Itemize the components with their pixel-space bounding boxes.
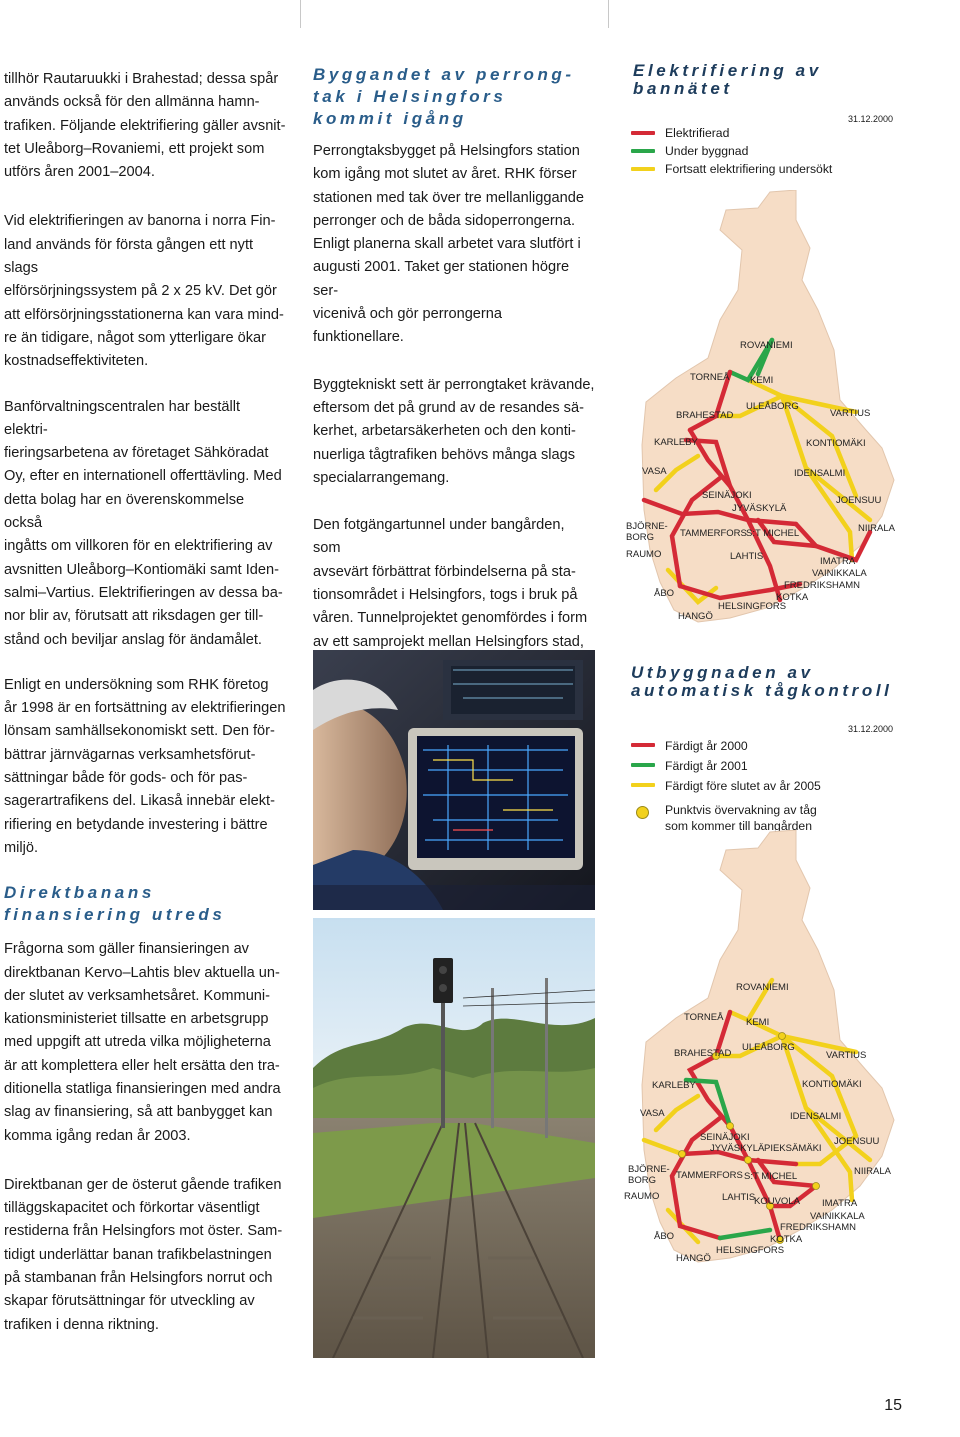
paragraph: Byggtekniskt sett är perrongtaket krävande, eftersom det på grund av de resandes sä- kerhet, arbetarsäkerheten och den konti- nuerliga tågtrafiken behövs många slags specialarrangemang. (313, 376, 595, 486)
column-separator (608, 0, 609, 28)
city-label: BORG (626, 532, 654, 543)
city-label: HANGÖ (676, 1253, 711, 1264)
legend-item (631, 736, 911, 756)
legend-item (631, 756, 911, 776)
city-label: TORNEÅ (684, 1012, 724, 1023)
legend-item (631, 124, 891, 142)
city-label: S:T MICHEL (744, 1171, 798, 1182)
city-label: ULEÅBORG (746, 401, 799, 412)
city-label: KOUVOLA (754, 1196, 800, 1207)
city-label: IMATRA (822, 1198, 858, 1209)
city-label: JYVÄSKYLÄ (710, 1143, 765, 1154)
section-heading: Byggandet av perrong- tak i Helsingfors kommit igång (313, 65, 575, 128)
city-label: FREDRIKSHAMN (784, 580, 861, 591)
city-label: SEINÄJOKI (700, 1132, 750, 1143)
city-label: KONTIOMÄKI (802, 1079, 862, 1090)
city-label: RAUMO (624, 1191, 660, 1202)
city-label: KONTIOMÄKI (806, 438, 866, 449)
city-label: IDENSALMI (790, 1111, 842, 1122)
column-separator (300, 0, 301, 28)
checkpoint-dot-icon (636, 806, 649, 819)
city-label: LAHTIS (722, 1192, 756, 1203)
city-label: BJÖRNE- (626, 521, 668, 532)
map1-legend (631, 124, 891, 178)
city-label: TORNEÅ (690, 372, 730, 383)
section-heading: Direktbanans finansiering utreds (4, 883, 226, 925)
city-label: TAMMERFORS (676, 1170, 743, 1181)
city-label: HELSINGFORS (718, 601, 787, 612)
legend-swatch-red (631, 131, 655, 135)
city-label: KEMI (750, 375, 774, 386)
city-label: KEMI (746, 1017, 770, 1028)
paragraph: tillhör Rautaruukki i Brahestad; dessa spår används också för den allmänna hamn- trafiken. Följande elektrifiering gäller avsnit- tet Uleåborg–Rovaniemi, ett projekt som utförs åren 2001–2004. (4, 71, 286, 181)
paragraph: Vid elektrifieringen av banorna i norra Fin- land används för första gången ett nytt slags elförsörjningssystem på 2 x 25 kV. Det gör att elförsörjningsstationerna kan vara mind- re än tidigare, något som ytterligare ökar kostnadseffektiviteten. (4, 213, 284, 370)
city-label: BJÖRNE- (628, 1164, 670, 1175)
map2-legend (631, 736, 911, 842)
city-label: JOENSUU (834, 1136, 880, 1147)
legend-label: Punktvis övervakning av tåg (665, 803, 817, 817)
city-label: NIIRALA (854, 1166, 891, 1177)
city-label: KARLEBY (654, 437, 698, 448)
legend-item (631, 142, 891, 160)
city-label: IDENSALMI (794, 468, 846, 479)
legend-swatch-green (631, 149, 655, 153)
city-label: IMATRA (820, 556, 856, 567)
city-label: ULEÅBORG (742, 1042, 795, 1053)
city-label: HANGÖ (678, 611, 713, 622)
city-label: HELSINGFORS (716, 1245, 785, 1256)
legend-swatch-red (631, 743, 655, 747)
map2-date: 31.12.2000 (848, 724, 894, 734)
legend-label: Färdigt år 2000 (665, 739, 748, 753)
city-label: PIEKSÄMÄKI (764, 1143, 822, 1154)
city-label: ÅBO (654, 1231, 675, 1242)
city-label: JOENSUU (836, 495, 882, 506)
legend-swatch-yellow (631, 167, 655, 171)
city-label: BRAHESTAD (676, 410, 734, 421)
legend-label: Under byggnad (665, 144, 749, 158)
left-column (4, 68, 286, 1359)
legend-item (631, 776, 911, 796)
city-label: BRAHESTAD (674, 1048, 732, 1059)
paragraph: Perrongtaksbygget på Helsingfors station kom igång mot slutet av året. RHK förser stationen med tak över tre mellanliggande perronger och de båda sidoperrongerna. Enligt planerna skall arbetet vara slutfört i augusti 2001. Taket ger stationen högre ser- vicenivå och gör perrongerna funktionellare. (313, 143, 584, 346)
control-room-photo (313, 650, 595, 910)
paragraph: Enligt en undersökning som RHK företog år 1998 är en fortsättning av elektrifieringen lönsam samhällsekonomiskt sett. Den för- bättrar järnvägarnas verksamhetsförut- sättningar både för gods- och för pas- sagerartrafikens del. Likaså innebär elekt- rifiering en betydande investering i bättre miljö. (4, 676, 286, 856)
city-label: JYVÄSKYLÄ (732, 503, 787, 514)
paragraph: Banförvaltningscentralen har beställt elektri- fieringsarbetena av företaget Sähköradat Oy, efter en internationell offerttävling. Med detta bolag har en överenskommelse också ingåtts om villkoren för en elektrifiering av avsnitten Uleåborg–Kontiomäki samt Iden- salmi–Vartius. Elektrifieringen av dessa ba- nor blir av, förutsatt att riksdagen ger till- stånd och beviljar anslag för ändamålet. (4, 398, 283, 648)
city-label: ÅBO (654, 588, 675, 599)
railway-track-photo (313, 918, 595, 1358)
city-label: TAMMERFORS (680, 528, 747, 539)
city-label: KARLEBY (652, 1080, 696, 1091)
middle-column (313, 64, 595, 699)
city-label: BORG (628, 1175, 656, 1186)
legend-swatch-yellow (631, 783, 655, 787)
map-electrification (620, 190, 960, 640)
legend-label: som kommer till bangården (665, 819, 812, 833)
city-label: VARTIUS (826, 1050, 867, 1061)
city-label: LAHTIS (730, 551, 764, 562)
city-label: ROVANIEMI (736, 982, 789, 993)
paragraph: Frågorna som gäller finansieringen av direktbanan Kervo–Lahtis blev aktuella un- der slutet av verksamhetsåret. Kommuni- kationsministeriet tillsatte en arbetsgrupp med uppgift att utreda vilka möjligheterna är att komplettera eller helt ersätta den tra- ditionella statliga finansieringen med andra slag av finansiering, så att banbygget kan komma igång redan år 2003. (4, 941, 281, 1144)
city-label: ROVANIEMI (740, 340, 793, 351)
city-label: VASA (642, 466, 667, 477)
map1-date: 31.12.2000 (848, 114, 894, 124)
city-label: VAINIKKALA (810, 1211, 865, 1222)
city-label: VASA (640, 1108, 665, 1119)
legend-item (631, 160, 891, 178)
city-label: VARTIUS (830, 408, 871, 419)
city-label: VAINIKKALA (812, 568, 867, 579)
map-train-control (620, 830, 960, 1280)
legend-label: Elektrifierad (665, 126, 730, 140)
map2-heading: Utbyggnaden av automatisk tågkontroll (631, 663, 893, 700)
legend-label: Färdigt före slutet av år 2005 (665, 779, 821, 793)
paragraph: Den fotgängartunnel under bangården, som avsevärt förbättrat förbindelserna på sta- tionsområdet i Helsingfors, togs i bruk på våren. Tunnelprojektet genomfördes i form av ett samprojekt mellan Helsingfors stad, (313, 517, 588, 650)
city-label: RAUMO (626, 549, 662, 560)
city-label: KOTKA (776, 592, 809, 603)
legend-label: Fortsatt elektrifiering undersökt (665, 162, 833, 176)
city-label: FREDRIKSHAMN (780, 1222, 857, 1233)
paragraph: Direktbanan ger de österut gående trafiken tilläggskapacitet och förkortar väsentligt restiderna från Helsingfors mot öster. Sam- tidigt underlättar banan trafikbelastningen på stambanan från Helsingfors norrut och skapar förutsättningar för utveckling av trafiken i denna riktning. (4, 1176, 283, 1333)
city-label: SEINÄJOKI (702, 490, 752, 501)
city-label: KOTKA (770, 1234, 803, 1245)
legend-swatch-green (631, 763, 655, 767)
map1-heading: Elektrifiering av bannätet (633, 61, 822, 98)
city-label: NIIRALA (858, 523, 895, 534)
city-label: S:T MICHEL (746, 528, 800, 539)
legend-label: Färdigt år 2001 (665, 759, 748, 773)
page-number: 15 (884, 1397, 902, 1414)
